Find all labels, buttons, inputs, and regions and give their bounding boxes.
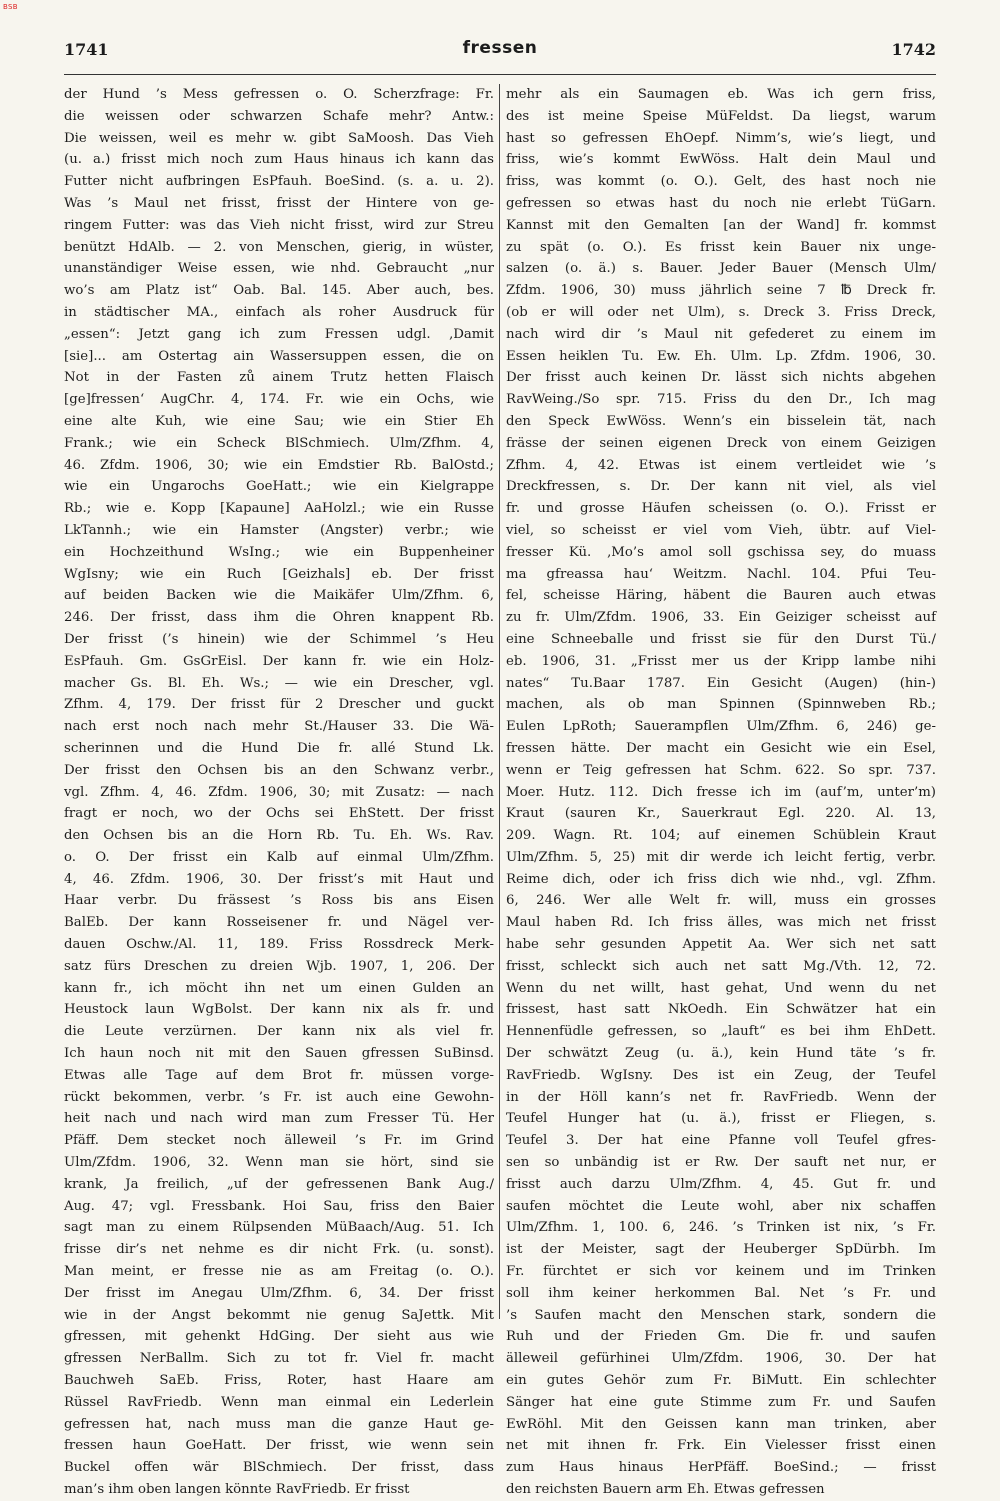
left-column-line: Bauchweh SaEb. Friss, Roter, hast Haare am [64,1373,494,1389]
left-column-line: Ulm/Zfdm. 1906, 32. Wenn man sie hört, sind sie [64,1155,494,1171]
left-column-line: den Ochsen bis an die Horn Rb. Tu. Eh. Ws. Rav. [64,828,494,844]
left-column-line: EsPfauh. Gm. GsGrEisl. Der kann fr. wie ein Holz- [64,653,494,669]
right-column-line: gefressen so etwas hast du noch nie erlebt TüGarn. [506,195,936,211]
right-column-line: ist der Meister, sagt der Heuberger SpDürbh. Im [506,1242,936,1258]
right-column-line: den Speck EwWöss. Wenn’s ein bisselein tät, nach [506,413,936,429]
left-column-line: auf beiden Backen wie die Maikäfer Ulm/Zfhm. 6, [64,588,494,604]
right-column-line: Dreckfressen, s. Dr. Der kann nit viel, als viel [506,479,936,495]
right-column-line: ein gutes Gehör zum Fr. BiMutt. Ein schlechter [506,1373,936,1389]
right-column-line: EwRöhl. Mit den Geissen kann man trinken, aber [506,1416,936,1432]
left-column-line: gfressen NerBallm. Sich zu tot fr. Viel fr. macht [64,1351,494,1367]
right-column [506,84,936,1501]
left-column-line: vgl. Zfhm. 4, 46. Zfdm. 1906, 30; mit Zusatz: — nach [64,784,494,800]
right-column-line: Sänger hat eine gute Stimme zum Fr. und Saufen [506,1394,936,1410]
left-column-line: dauen Oschw./Al. 11, 189. Friss Rossdreck Merk- [64,937,494,953]
right-column-line: fressen hätte. Der macht ein Gesicht wie ein Esel, [506,740,936,756]
left-column-line: sagt man zu einem Rülpsenden MüBaach/Aug. 51. Ich [64,1220,494,1236]
left-column-line: wie ein Ungarochs GoeHatt.; wie ein Kielgrappe [64,479,494,495]
right-column-line: Ulm/Zfhm. 5, 25) mit dir werde ich leicht fertig, verbr. [506,849,936,865]
left-column-line: in städtischer MA., einfach als roher Ausdruck für [64,304,494,320]
right-column-line: Maul haben Rd. Ich friss älles, was mich net frisst [506,915,936,931]
page-number-left: 1741 [64,40,109,59]
left-column-line: Die weissen, weil es mehr w. gibt SaMoosh. Das Vieh [64,130,494,146]
right-column-line: hast so gefressen EhOepf. Nimm’s, wie’s liegt, und [506,130,936,146]
right-column-line: eine Schneeballe und frisst sie für den Durst Tü./ [506,631,936,647]
right-column-line: viel, so scheisst er viel vom Vieh, übtr. auf Viel- [506,522,936,538]
right-column-line: Hennenfüdle gefressen, so „lauft“ es bei ihm EhDett. [506,1024,936,1040]
right-column-line: Ruh und der Frieden Gm. Die fr. und saufen [506,1329,936,1345]
left-column-line: kann fr., ich möcht ihn net um einen Gulden an [64,980,494,996]
right-column-line: friss, was kommt (o. O.). Gelt, des hast noch nie [506,174,936,190]
left-column-line: nach erst noch nach mehr St./Hauser 33. Die Wä- [64,719,494,735]
right-column-line: Essen heiklen Tu. Ew. Eh. Ulm. Lp. Zfdm. 1906, 30. [506,348,936,364]
column-divider [499,84,500,1319]
left-column-line: Frank.; wie ein Scheck BlSchmiech. Ulm/Zfhm. 4, [64,435,494,451]
right-column-line: Ulm/Zfhm. 1, 100. 6, 246. ’s Trinken ist nix, ’s Fr. [506,1220,936,1236]
right-column-line: machen, als ob man Spinnen (Spinnweben Rb.; [506,697,936,713]
right-column-line: ’s Saufen macht den Menschen stark, sondern die [506,1307,936,1323]
right-column-line: soll ihm keiner herkommen Bal. Net ’s Fr. und [506,1285,936,1301]
left-column-line: Der frisst den Ochsen bis an den Schwanz verbr., [64,762,494,778]
left-column-line: fragt er noch, wo der Ochs sei EhStett. Der frisst [64,806,494,822]
left-column-line: Man meint, er fresse nie as am Freitag (o. O.). [64,1264,494,1280]
left-column-line: rückt bekommen, verbr. ’s Fr. ist auch eine Gewohn- [64,1089,494,1105]
right-column-line: frisst, schleckt sich auch net satt Mg./Vth. 12, 72. [506,958,936,974]
right-column-line: mehr als ein Saumagen eb. Was ich gern friss, [506,87,936,102]
right-column-line: friss, wie’s kommt EwWöss. Halt dein Maul und [506,152,936,168]
left-column-line: Futter nicht aufbringen EsPfauh. BoeSind. (s. a. u. 2). [64,174,494,190]
right-column-line: Der schwätzt Zeug (u. ä.), kein Hund täte ’s fr. [506,1046,936,1062]
right-column-line: in der Höll kann’s net fr. RavFriedb. Wenn der [506,1089,936,1105]
left-column-line: krank, Ja freilich, „uf der gefressenen Bank Aug./ [64,1176,494,1192]
right-column-line: Der frisst auch keinen Dr. lässt sich nichts abgehen [506,370,936,386]
left-column-line: gefressen hat, nach muss man die ganze Haut ge- [64,1416,494,1432]
left-column-line: Zfhm. 4, 179. Der frisst für 2 Drescher und guckt [64,697,494,713]
left-column-line: (u. a.) frisst mich noch zum Haus hinaus ich kann das [64,152,494,168]
right-column-line: frisst auch darzu Ulm/Zfhm. 4, 45. Gut fr. und [506,1176,936,1192]
right-column-line: Fr. fürchtet er sich vor keinem und im Trinken [506,1264,936,1280]
left-column-line: Pfäff. Dem stecket noch älleweil ’s Fr. im Grind [64,1133,494,1149]
right-column-line: Wenn du net willt, hast gehat, Und wenn du net [506,980,936,996]
left-column-line: wo’s am Platz ist“ Oab. Bal. 145. Aber auch, bes. [64,283,494,299]
page-number-right: 1742 [891,40,936,59]
left-column-line: 4, 46. Zfdm. 1906, 30. Der frisst’s mit Haut und [64,871,494,887]
left-column-line: benützt HdAlb. — 2. von Menschen, gierig, in wüster, [64,239,494,255]
right-column-line: wenn er Teig gefressen hat Schm. 622. So spr. 737. [506,762,936,778]
right-column-line: zu spät (o. O.). Es frisst kein Bauer nix unge- [506,239,936,255]
right-column-line: saufen möchtet die Leute wohl, aber nix schaffen [506,1198,936,1214]
left-column-line: gfressen, mit gehenkt HdGing. Der sieht aus wie [64,1329,494,1345]
left-column-line: fressen haun GoeHatt. Der frisst, wie wenn sein [64,1438,494,1454]
right-column-line: RavFriedb. WgIsny. Des ist ein Zeug, der Teufel [506,1067,936,1083]
right-column-line: nates“ Tu.Baar 1787. Ein Gesicht (Augen) (hin-) [506,675,936,691]
right-column-line: nach wird dir ’s Maul nit gefederet zu einem im [506,326,936,342]
left-column-line: LkTannh.; wie ein Hamster (Angster) verbr.; wie [64,522,494,538]
left-column-line: „essen“: Jetzt gang ich zum Fressen udgl. ‚Damit [64,326,494,342]
right-column-line: Teufel 3. Der hat eine Pfanne voll Teufel gfres- [506,1133,936,1149]
left-column-line: Haar verbr. Du frässest ’s Ross bis ans Eisen [64,893,494,909]
left-column-line: Buckel offen wär BlSchmiech. Der frisst, dass [64,1460,494,1476]
left-column-line: Was ’s Maul net frisst, frisst der Hintere von ge- [64,195,494,211]
right-column-line: Kraut (sauren Kr., Sauerkraut Egl. 220. Al. 13, [506,806,936,822]
right-column-line: Zfhm. 4, 42. Etwas ist einem vertleidet wie ’s [506,457,936,473]
right-column-line: salzen (o. ä.) s. Bauer. Jeder Bauer (Mensch Ulm/ [506,261,936,277]
left-column-line: man’s ihm oben langen könnte RavFriedb. Er frisst [64,1482,410,1497]
left-column-line: satz fürs Dreschen zu dreien Wjb. 1907, 1, 206. Der [64,958,494,974]
right-column-line: zu fr. Ulm/Zfdm. 1906, 33. Ein Geiziger scheisst auf [506,610,936,626]
left-column-line: WgIsny; wie ein Ruch [Geizhals] eb. Der frisst [64,566,494,582]
right-column-line: eb. 1906, 31. „Frisst mer us der Kripp lambe nihi [506,653,936,669]
left-column-line: die weissen oder schwarzen Schafe mehr? Antw.: [64,108,494,124]
right-column-line: sen so unbändig ist er Rw. Der sauft net nur, er [506,1155,936,1171]
left-column-line: [ge]fressen‘ AugChr. 4, 174. Fr. wie ein Ochs, wie [64,392,494,408]
right-column-line: Eulen LpRoth; Sauerampflen Ulm/Zfhm. 6, 246) ge- [506,719,936,735]
right-column-line: fresser Kü. ‚Mo’s amol soll gschissa sey, do muass [506,544,936,560]
header-rule [64,74,936,75]
left-column-line: 46. Zfdm. 1906, 30; wie ein Emdstier Rb. BalOstd.; [64,457,494,473]
left-column-line: heit nach und nach wird man zum Fresser Tü. Her [64,1111,494,1127]
left-column [64,84,494,1501]
right-column-line: (ob er will oder net Ulm), s. Dreck 3. Friss Dreck, [506,304,936,320]
left-column-line: BalEb. Der kann Rosseisener fr. und Nägel ver- [64,915,494,931]
right-column-line: frässe der seinen eigenen Dreck von einem Geizigen [506,435,936,451]
right-column-line: frissest, hast satt NkOedh. Ein Schwätzer hat ein [506,1002,936,1018]
left-column-line: frisse dir’s net nehme es dir nicht Frk. (u. sonst). [64,1242,494,1258]
left-column-line: eine alte Kuh, wie eine Sau; wie ein Stier Eh [64,413,494,429]
left-column-line: der Hund ’s Mess gefressen o. O. Scherzfrage: Fr. [64,87,494,102]
left-column-line: die Leute verzürnen. Der kann nix als viel fr. [64,1024,494,1040]
left-column-line: Der frisst (’s hinein) wie der Schimmel ’s Heu [64,631,494,647]
right-column-line: zum Haus hinaus HerPfäff. BoeSind.; — frisst [506,1460,936,1476]
left-column-line: 246. Der frisst, dass ihm die Ohren knappent Rb. [64,610,494,626]
left-column-line: [sie]... am Ostertag ain Wassersuppen essen, die on [64,348,494,364]
right-column-line: 209. Wagn. Rt. 104; auf einemen Schüblein Kraut [506,828,936,844]
right-column-line: habe sehr gesunden Appetit Aa. Wer sich net satt [506,937,936,953]
right-column-line: fr. und grosse Häufen scheissen (o. O.). Frisst er [506,501,936,517]
left-column-line: macher Gs. Bl. Eh. Ws.; — wie ein Drescher, vgl. [64,675,494,691]
right-column-line: Reime dich, oder ich friss dich wie nhd., vgl. Zfhm. [506,871,936,887]
right-column-line: Kannst mit den Gemalten [an der Wand] fr. kommst [506,217,936,233]
right-column-line: RavWeing./So spr. 715. Friss du den Dr., Ich mag [506,392,936,408]
right-column-line: älleweil gefürhinei Ulm/Zfdm. 1906, 30. Der hat [506,1351,936,1367]
left-column-line: Ich haun noch nit mit den Sauen gfressen SuBinsd. [64,1046,494,1062]
left-column-line: ein Hochzeithund WsIng.; wie ein Buppenheiner [64,544,494,560]
left-column-line: Etwas alle Tage auf dem Brot fr. müssen vorge- [64,1067,494,1083]
library-mark: BSB [3,3,18,11]
left-column-line: unanständiger Weise essen, wie nhd. Gebraucht „nur [64,261,494,277]
left-column-line: Heustock laun WgBolst. Der kann nix als fr. und [64,1002,494,1018]
right-column-line: Moer. Hutz. 112. Dich fresse ich im (auf’m, unter’m) [506,784,936,800]
left-column-line: ringem Futter: was das Vieh nicht frisst, wird zur Streu [64,217,494,233]
right-column-line: 6, 246. Wer alle Welt fr. will, muss ein grosses [506,893,936,909]
left-column-line: Aug. 47; vgl. Fressbank. Hoi Sau, friss den Baier [64,1198,494,1214]
left-column-line: o. O. Der frisst ein Kalb auf einmal Ulm/Zfhm. [64,849,494,865]
left-column-line: Not in der Fasten zů ainem Trutz hetten Flaisch [64,370,494,386]
right-column-line: des ist meine Speise MüFeldst. Da liegst, warum [506,108,936,124]
left-column-line: wie in der Angst bekommt nie genug SaJettk. Mit [64,1307,494,1323]
right-column-line: den reichsten Bauern arm Eh. Etwas gefressen [506,1482,825,1497]
left-column-line: Der frisst im Anegau Ulm/Zfhm. 6, 34. Der frisst [64,1285,494,1301]
right-column-line: ma gfreassa hau‘ Weitzm. Nachl. 104. Pfui Teu- [506,566,936,582]
left-column-line: Rüssel RavFriedb. Wenn man einmal ein Lederlein [64,1394,494,1410]
headword-title: fressen [462,38,538,58]
left-column-line: scherinnen und die Hund Die fr. allé Stund Lk. [64,740,494,756]
right-column-line: Teufel Hunger hat (u. ä.), frisst er Fliegen, s. [506,1111,936,1127]
right-column-line: Zfdm. 1906, 30) muss jährlich seine 7 ℔ Dreck fr. [506,283,936,299]
right-column-line: fel, scheisse Häring, häbent die Bauren auch etwas [506,588,936,604]
left-column-line: Rb.; wie e. Kopp [Kapaune] AaHolzl.; wie ein Russe [64,501,494,517]
right-column-line: net mit ihnen fr. Frk. Ein Vielesser frisst einen [506,1438,936,1454]
